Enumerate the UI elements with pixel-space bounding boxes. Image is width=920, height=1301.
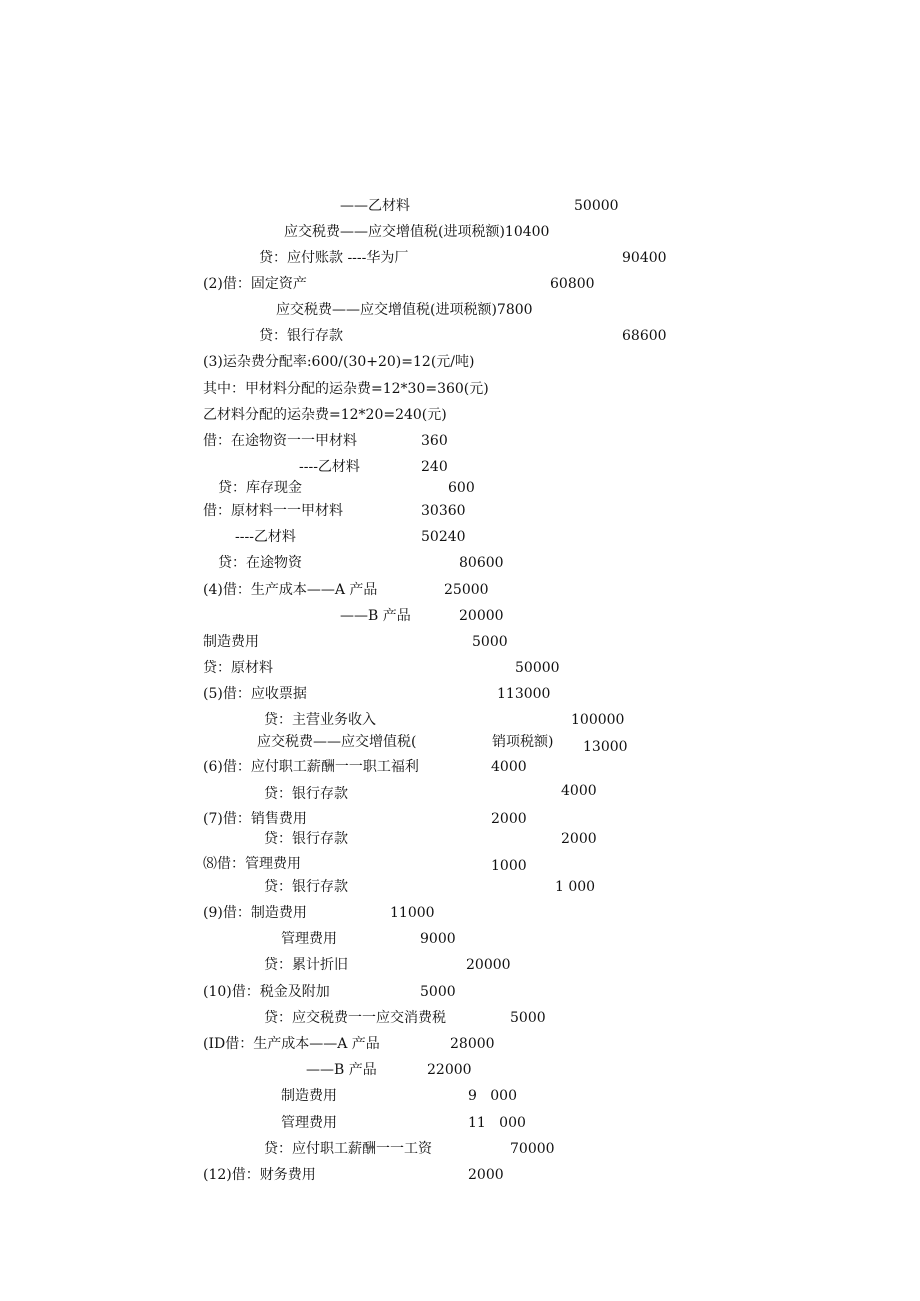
entry-amount: 11 000 <box>468 1115 526 1131</box>
entry-amount: 80600 <box>459 555 504 571</box>
entry-amount: 50000 <box>574 198 619 214</box>
entry-text: 贷：库存现金 <box>218 480 302 496</box>
entry-text: 应交税费——应交增值税(进项税额)10400 <box>284 224 550 240</box>
entry-text: 销项税额) <box>492 734 554 750</box>
entry-text: (6)借：应付职工薪酬一一职工福利 <box>203 759 419 775</box>
entry-amount: 1 000 <box>555 879 596 895</box>
entry-text: 贷：应付账款 ----华为厂 <box>259 250 409 266</box>
entry-text: 乙材料分配的运杂费=12*20=240(元) <box>203 407 447 423</box>
entry-amount: 13000 <box>583 739 628 755</box>
entry-amount: 5000 <box>420 984 456 1000</box>
entry-text: 贷：银行存款 <box>264 879 348 895</box>
entry-amount: 9000 <box>420 931 456 947</box>
entry-amount: 90400 <box>622 250 667 266</box>
entry-text: 管理费用 <box>281 1115 337 1131</box>
entry-text: (4)借：生产成本——A 产品 <box>203 582 378 598</box>
entry-text: (7)借：销售费用 <box>203 811 307 827</box>
entry-text: ——B 产品 <box>306 1062 377 1078</box>
entry-amount: 60800 <box>550 276 595 292</box>
entry-amount: 5000 <box>472 634 508 650</box>
entry-text: (2)借：固定资产 <box>203 276 307 292</box>
entry-text: ——乙材料 <box>340 198 410 214</box>
entry-text: (5)借：应收票据 <box>203 686 307 702</box>
entry-amount: 600 <box>448 480 475 496</box>
entry-amount: 68600 <box>622 328 667 344</box>
entry-amount: 2000 <box>561 831 597 847</box>
entry-amount: 2000 <box>468 1167 504 1183</box>
entry-text: ----乙材料 <box>235 529 296 545</box>
entry-amount: 50240 <box>421 529 466 545</box>
entry-text: 贷：原材料 <box>203 660 273 676</box>
entry-text: (9)借：制造费用 <box>203 905 307 921</box>
entry-text: (ID借：生产成本——A 产品 <box>203 1036 380 1052</box>
entry-text: 贷：在途物资 <box>218 555 302 571</box>
entry-amount: 4000 <box>561 783 597 799</box>
entry-text: (12)借：财务费用 <box>203 1167 316 1183</box>
entry-amount: 28000 <box>450 1036 495 1052</box>
entry-amount: 2000 <box>491 811 527 827</box>
entry-text: 贷：累计折旧 <box>264 957 348 973</box>
entry-text: 应交税费——应交增值税( <box>257 734 417 750</box>
entry-text: ----乙材料 <box>299 459 360 475</box>
entry-text: 贷：应交税费一一应交消费税 <box>264 1010 446 1026</box>
entry-text: 贷：银行存款 <box>264 831 348 847</box>
entry-text: 贷：银行存款 <box>264 786 348 802</box>
entry-amount: 1000 <box>491 858 527 874</box>
entry-amount: 22000 <box>427 1062 472 1078</box>
entry-amount: 9 000 <box>468 1088 517 1104</box>
entry-amount: 20000 <box>459 608 504 624</box>
entry-amount: 70000 <box>510 1141 555 1157</box>
entry-text: 制造费用 <box>203 634 259 650</box>
entry-text: 贷：应付职工薪酬一一工资 <box>264 1141 432 1157</box>
entry-text: 应交税费——应交增值税(进项税额)7800 <box>276 302 533 318</box>
entry-amount: 5000 <box>510 1010 546 1026</box>
entry-amount: 20000 <box>466 957 511 973</box>
entry-amount: 100000 <box>571 712 625 728</box>
entry-amount: 11000 <box>390 905 435 921</box>
entry-amount: 360 <box>421 433 448 449</box>
entry-text: ⑻借：管理费用 <box>203 856 301 872</box>
entry-text: 借：在途物资一一甲材料 <box>203 433 357 449</box>
entry-text: 管理费用 <box>281 931 337 947</box>
entry-amount: 25000 <box>444 582 489 598</box>
entry-text: 借：原材料一一甲材料 <box>203 503 343 519</box>
entry-amount: 50000 <box>515 660 560 676</box>
entry-text: 贷：银行存款 <box>259 328 343 344</box>
entry-text: 制造费用 <box>281 1088 337 1104</box>
entry-amount: 4000 <box>491 759 527 775</box>
entry-text: 贷：主营业务收入 <box>264 712 376 728</box>
entry-text: 其中：甲材料分配的运杂费=12*30=360(元) <box>203 381 489 397</box>
entry-text: (10)借：税金及附加 <box>203 984 330 1000</box>
entry-text: (3)运杂费分配率:600/(30+20)=12(元/吨) <box>203 354 475 370</box>
entry-text: ——B 产品 <box>340 608 411 624</box>
entry-amount: 113000 <box>497 686 551 702</box>
entry-amount: 30360 <box>421 503 466 519</box>
entry-amount: 240 <box>421 459 448 475</box>
